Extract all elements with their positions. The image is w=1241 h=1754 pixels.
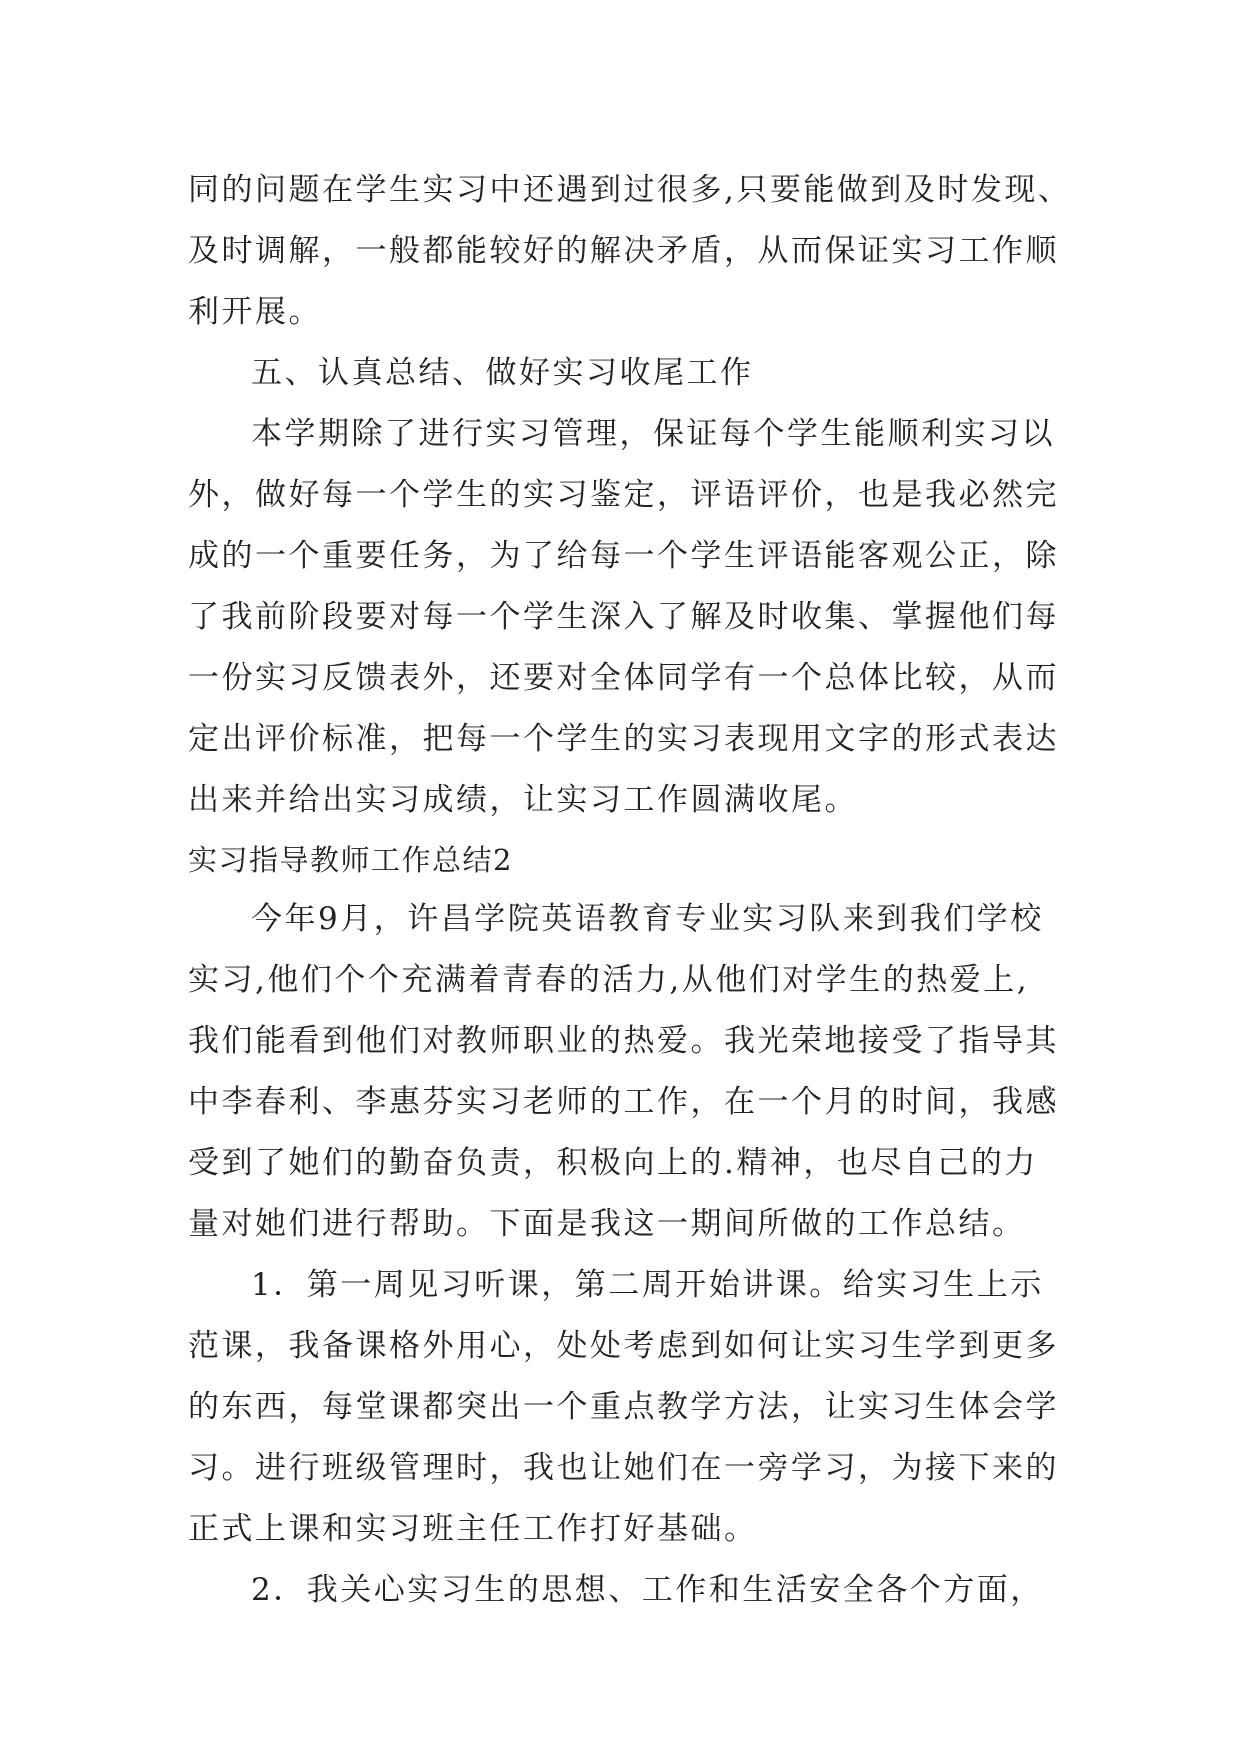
- text-line: 的东西，每堂课都突出一个重点教学方法，让实习生体会学: [188, 1389, 1059, 1425]
- text-line: 我们能看到他们对教师职业的热爱。我光荣地接受了指导其: [188, 1023, 1059, 1059]
- text-line: 习。进行班级管理时，我也让她们在一旁学习，为接下来的: [188, 1450, 1059, 1486]
- text-line: 实习,他们个个充满着青春的活力,从他们对学生的热爱上,: [188, 962, 1030, 998]
- text-line: 同的问题在学生实习中还遇到过很多,只要能做到及时发现、: [188, 172, 1072, 208]
- text-line: 及时调解，一般都能较好的解决矛盾，从而保证实习工作顺: [188, 233, 1059, 269]
- text-line: 今年9月，许昌学院英语教育专业实习队来到我们学校: [251, 901, 1044, 937]
- text-line: 一份实习反馈表外，还要对全体同学有一个总体比较，从而: [188, 660, 1059, 696]
- text-line: 定出评价标准，把每一个学生的实习表现用文字的形式表达: [188, 721, 1059, 757]
- section-heading: 五、认真总结、做好实习收尾工作: [251, 355, 754, 391]
- text-line: 范课，我备课格外用心，处处考虑到如何让实习生学到更多: [188, 1328, 1059, 1364]
- text-line: 成的一个重要任务，为了给每一个学生评语能客观公正，除: [188, 538, 1059, 574]
- text-line: 受到了她们的勤奋负责，积极向上的.精神，也尽自己的力: [188, 1145, 1038, 1181]
- text-line: 本学期除了进行实习管理，保证每个学生能顺利实习以: [251, 416, 1055, 452]
- text-line: 出来并给出实习成绩，让实习工作圆满收尾。: [188, 782, 858, 818]
- text-line: 量对她们进行帮助。下面是我这一期间所做的工作总结。: [188, 1206, 1026, 1242]
- text-line: 利开展。: [188, 294, 322, 330]
- text-line: 了我前阶段要对每一个学生深入了解及时收集、掌握他们每: [188, 599, 1059, 635]
- text-line: 正式上课和实习班主任工作打好基础。: [188, 1511, 758, 1547]
- document-body: [188, 160, 1088, 1621]
- text-line: 2．我关心实习生的思想、工作和生活安全各个方面，: [251, 1572, 1044, 1608]
- text-line: 外，做好每一个学生的实习鉴定，评语评价，也是我必然完: [188, 477, 1059, 513]
- text-line: 1．第一周见习听课，第二周开始讲课。给实习生上示: [251, 1267, 1044, 1303]
- document-title: 实习指导教师工作总结2: [188, 843, 513, 877]
- text-line: 中李春利、李惠芬实习老师的工作，在一个月的时间，我感: [188, 1084, 1059, 1120]
